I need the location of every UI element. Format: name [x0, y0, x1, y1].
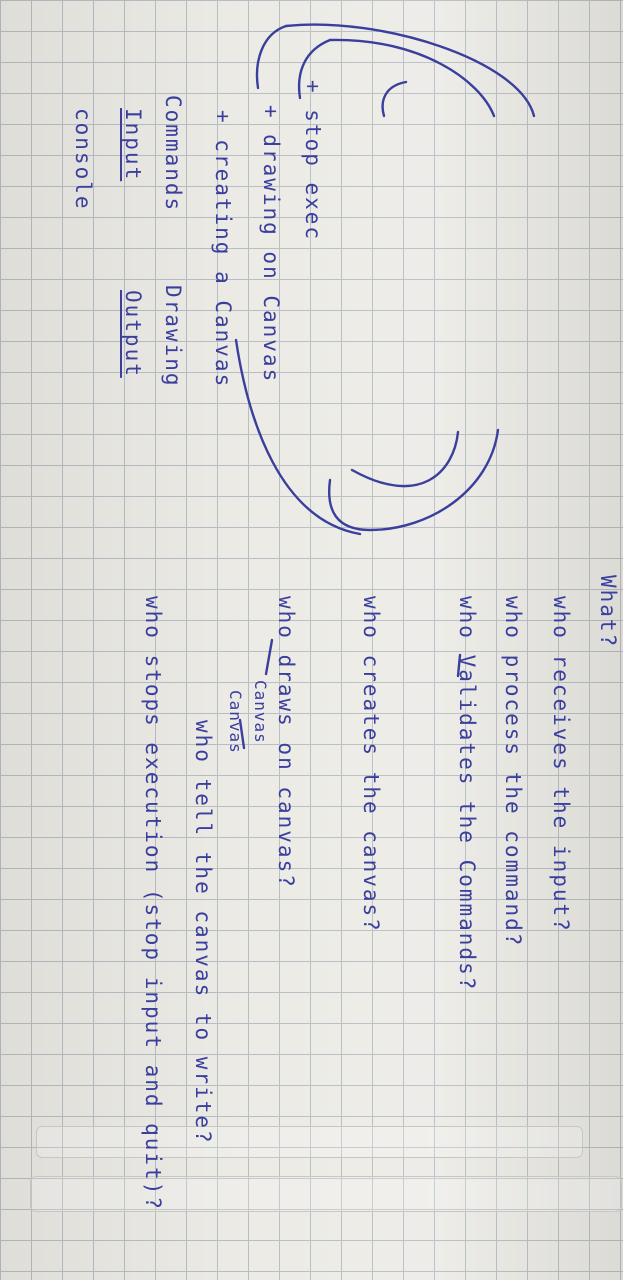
question-tell-canvas: who tell the canvas to write? [191, 720, 215, 1145]
label-commands: Commands [161, 95, 185, 213]
list-item-creating-canvas: + creating a Canvas [211, 110, 235, 389]
question-draws: who draws on canvas? [274, 596, 298, 889]
question-receives: who receives the input? [549, 596, 573, 933]
label-output: Output [121, 290, 145, 378]
arrow-target-canvas-b: Canvas [226, 690, 245, 754]
question-stops: who stops execution (stop input and quit)? [141, 596, 165, 1212]
label-console: console [71, 108, 95, 211]
label-input: Input [121, 108, 145, 182]
list-item-drawing-on-canvas: + drawing on Canvas [259, 105, 283, 384]
heading-what: What? [596, 575, 620, 649]
question-validates: who Validates the Commands? [455, 596, 479, 992]
arrow-target-canvas-a: Canvas [251, 680, 270, 744]
question-creates: who creates the canvas? [359, 596, 383, 933]
label-drawing: Drawing [161, 285, 185, 388]
question-process: who process the command? [501, 596, 525, 948]
list-item-stop-exec: + stop exec [301, 80, 325, 242]
